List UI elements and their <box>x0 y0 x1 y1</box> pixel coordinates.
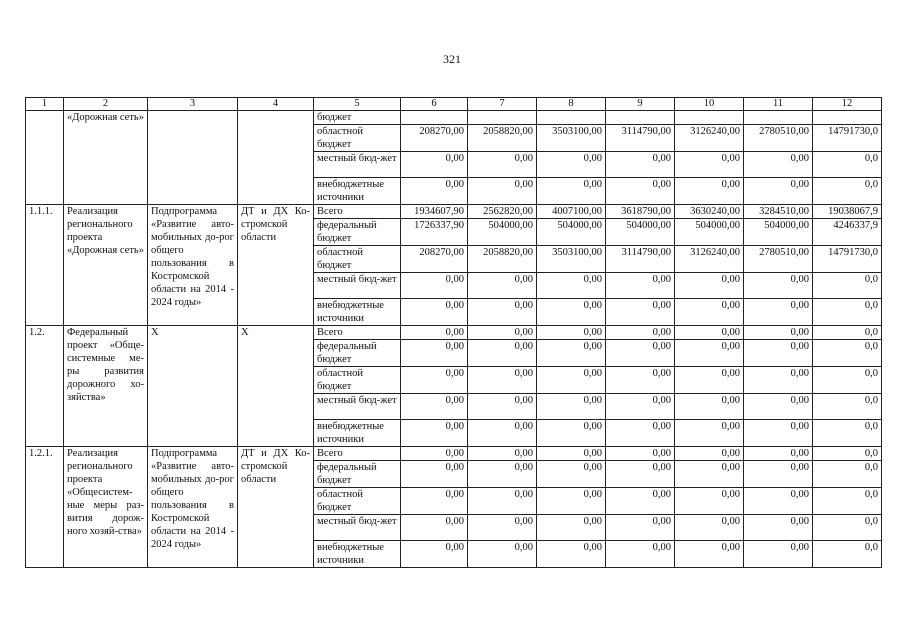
amount-cell: 0,0 <box>813 273 882 299</box>
amount-cell: 0,00 <box>537 326 606 340</box>
amount-cell: 0,00 <box>401 299 468 326</box>
amount-cell: 0,00 <box>675 326 744 340</box>
amount-cell: 0,00 <box>537 515 606 541</box>
amount-cell <box>537 111 606 125</box>
amount-cell: 1934607,90 <box>401 205 468 219</box>
amount-cell: 2780510,00 <box>744 246 813 273</box>
amount-cell <box>744 111 813 125</box>
amount-cell: 0,00 <box>401 394 468 420</box>
amount-cell: 3284510,00 <box>744 205 813 219</box>
amount-cell: 0,00 <box>468 541 537 568</box>
page-number: 321 <box>443 52 461 66</box>
funding-source-cell: федеральный бюджет <box>314 461 401 488</box>
amount-cell: 0,00 <box>468 420 537 447</box>
amount-cell: 3126240,00 <box>675 125 744 152</box>
column-number-header: 3 <box>148 98 238 111</box>
amount-cell: 2562820,00 <box>468 205 537 219</box>
amount-cell: 3618790,00 <box>606 205 675 219</box>
executor-cell <box>238 111 314 205</box>
table-row <box>26 326 882 340</box>
amount-cell: 0,00 <box>468 394 537 420</box>
funding-source-cell: областной бюджет <box>314 488 401 515</box>
amount-cell: 0,0 <box>813 340 882 367</box>
amount-cell: 504000,00 <box>537 219 606 246</box>
funding-source-cell: бюджет <box>314 111 401 125</box>
amount-cell: 0,00 <box>744 367 813 394</box>
amount-cell: 2058820,00 <box>468 125 537 152</box>
item-number-cell: 1.2.1. <box>26 447 64 568</box>
amount-cell: 504000,00 <box>606 219 675 246</box>
column-number-header: 6 <box>401 98 468 111</box>
table-header-row <box>26 98 882 111</box>
amount-cell: 3630240,00 <box>675 205 744 219</box>
amount-cell: 4007100,00 <box>537 205 606 219</box>
amount-cell: 0,00 <box>537 461 606 488</box>
item-name-cell: Федеральный проект «Обще-системные ме-ры развития дорожного хо-зяйства» <box>64 326 148 447</box>
column-number-header: 1 <box>26 98 64 111</box>
amount-cell: 14791730,0 <box>813 246 882 273</box>
amount-cell: 0,00 <box>537 299 606 326</box>
funding-source-cell: областной бюджет <box>314 125 401 152</box>
amount-cell: 0,00 <box>675 447 744 461</box>
amount-cell: 0,00 <box>675 420 744 447</box>
amount-cell: 1726337,90 <box>401 219 468 246</box>
amount-cell: 0,00 <box>401 447 468 461</box>
executor-cell: Х <box>238 326 314 447</box>
funding-source-cell: местный бюд-жет <box>314 273 401 299</box>
amount-cell: 0,00 <box>606 367 675 394</box>
amount-cell: 0,00 <box>401 152 468 178</box>
amount-cell: 0,00 <box>675 299 744 326</box>
amount-cell: 0,00 <box>537 447 606 461</box>
amount-cell: 0,00 <box>606 340 675 367</box>
budget-table <box>25 97 882 568</box>
amount-cell: 0,00 <box>401 340 468 367</box>
column-number-header: 7 <box>468 98 537 111</box>
amount-cell: 0,00 <box>744 447 813 461</box>
item-name-cell: Реализация регионального проекта «Общесистем-ные меры раз-вития дорож-ного хозяй-ства» <box>64 447 148 568</box>
amount-cell: 0,00 <box>744 178 813 205</box>
amount-cell: 0,00 <box>606 488 675 515</box>
amount-cell: 0,00 <box>744 340 813 367</box>
amount-cell: 0,00 <box>468 178 537 205</box>
amount-cell: 0,00 <box>675 461 744 488</box>
amount-cell: 0,00 <box>675 488 744 515</box>
amount-cell: 0,00 <box>675 152 744 178</box>
amount-cell: 0,00 <box>744 394 813 420</box>
amount-cell: 0,00 <box>606 152 675 178</box>
amount-cell: 0,00 <box>675 541 744 568</box>
amount-cell: 0,00 <box>606 541 675 568</box>
amount-cell: 0,00 <box>606 420 675 447</box>
funding-source-cell: местный бюд-жет <box>314 394 401 420</box>
amount-cell: 0,0 <box>813 541 882 568</box>
amount-cell: 0,00 <box>537 340 606 367</box>
funding-source-cell: Всего <box>314 326 401 340</box>
column-number-header: 8 <box>537 98 606 111</box>
funding-source-cell: федеральный бюджет <box>314 219 401 246</box>
amount-cell: 0,00 <box>744 273 813 299</box>
amount-cell: 0,00 <box>401 541 468 568</box>
amount-cell: 0,00 <box>744 299 813 326</box>
amount-cell: 3114790,00 <box>606 125 675 152</box>
amount-cell: 0,00 <box>675 178 744 205</box>
amount-cell: 2058820,00 <box>468 246 537 273</box>
amount-cell: 0,00 <box>401 420 468 447</box>
amount-cell: 208270,00 <box>401 246 468 273</box>
amount-cell: 4246337,9 <box>813 219 882 246</box>
amount-cell: 3114790,00 <box>606 246 675 273</box>
amount-cell: 0,00 <box>537 152 606 178</box>
amount-cell: 0,00 <box>744 488 813 515</box>
amount-cell <box>401 111 468 125</box>
amount-cell: 0,00 <box>401 515 468 541</box>
amount-cell: 0,00 <box>537 541 606 568</box>
amount-cell: 0,0 <box>813 420 882 447</box>
funding-source-cell: областной бюджет <box>314 367 401 394</box>
funding-source-cell: внебюджетные источники <box>314 420 401 447</box>
amount-cell <box>813 111 882 125</box>
amount-cell: 0,00 <box>468 299 537 326</box>
funding-source-cell: Всего <box>314 205 401 219</box>
amount-cell <box>675 111 744 125</box>
item-name-cell: Реализация регионального проекта «Дорожная сеть» <box>64 205 148 326</box>
amount-cell: 0,00 <box>537 367 606 394</box>
amount-cell: 0,00 <box>468 447 537 461</box>
funding-source-cell: областной бюджет <box>314 246 401 273</box>
amount-cell: 0,0 <box>813 299 882 326</box>
amount-cell: 0,00 <box>606 178 675 205</box>
funding-source-cell: местный бюд-жет <box>314 152 401 178</box>
table-row <box>26 447 882 461</box>
program-cell: Х <box>148 326 238 447</box>
amount-cell: 0,00 <box>606 461 675 488</box>
amount-cell: 0,0 <box>813 461 882 488</box>
executor-cell: ДТ и ДХ Ко-стромской области <box>238 447 314 568</box>
amount-cell: 0,00 <box>401 367 468 394</box>
amount-cell: 3126240,00 <box>675 246 744 273</box>
amount-cell: 0,00 <box>537 394 606 420</box>
funding-source-cell: внебюджетные источники <box>314 178 401 205</box>
funding-source-cell: внебюджетные источники <box>314 541 401 568</box>
amount-cell: 0,00 <box>401 273 468 299</box>
amount-cell: 0,00 <box>468 340 537 367</box>
amount-cell: 0,0 <box>813 515 882 541</box>
amount-cell: 0,00 <box>468 273 537 299</box>
funding-source-cell: местный бюд-жет <box>314 515 401 541</box>
table-row <box>26 111 882 125</box>
amount-cell: 0,00 <box>606 394 675 420</box>
amount-cell: 0,00 <box>468 461 537 488</box>
amount-cell: 0,00 <box>606 299 675 326</box>
amount-cell: 0,00 <box>606 326 675 340</box>
amount-cell: 0,0 <box>813 394 882 420</box>
funding-source-cell: федеральный бюджет <box>314 340 401 367</box>
amount-cell: 0,00 <box>744 152 813 178</box>
amount-cell: 0,0 <box>813 152 882 178</box>
table-row <box>26 205 882 219</box>
amount-cell <box>606 111 675 125</box>
amount-cell: 0,00 <box>468 367 537 394</box>
amount-cell: 0,00 <box>537 178 606 205</box>
column-number-header: 9 <box>606 98 675 111</box>
amount-cell: 0,00 <box>675 515 744 541</box>
amount-cell: 0,00 <box>537 488 606 515</box>
column-number-header: 5 <box>314 98 401 111</box>
amount-cell: 0,00 <box>675 273 744 299</box>
amount-cell: 0,00 <box>744 326 813 340</box>
amount-cell: 504000,00 <box>468 219 537 246</box>
amount-cell: 0,00 <box>675 340 744 367</box>
amount-cell: 0,00 <box>537 420 606 447</box>
amount-cell: 0,00 <box>744 420 813 447</box>
item-number-cell: 1.1.1. <box>26 205 64 326</box>
amount-cell <box>468 111 537 125</box>
amount-cell: 19038067,9 <box>813 205 882 219</box>
amount-cell: 0,00 <box>537 273 606 299</box>
column-number-header: 11 <box>744 98 813 111</box>
amount-cell: 504000,00 <box>744 219 813 246</box>
amount-cell: 0,00 <box>606 515 675 541</box>
amount-cell: 0,00 <box>401 326 468 340</box>
amount-cell: 0,00 <box>744 541 813 568</box>
program-cell: Подпрограмма «Развитие авто-мобильных до-рог общего пользования в Костромской области на 2014 - 2024 годы» <box>148 447 238 568</box>
amount-cell: 0,0 <box>813 447 882 461</box>
amount-cell: 0,00 <box>401 461 468 488</box>
program-cell <box>148 111 238 205</box>
amount-cell: 0,00 <box>401 488 468 515</box>
amount-cell: 0,00 <box>744 461 813 488</box>
amount-cell: 2780510,00 <box>744 125 813 152</box>
executor-cell: ДТ и ДХ Ко-стромской области <box>238 205 314 326</box>
funding-source-cell: Всего <box>314 447 401 461</box>
amount-cell: 0,00 <box>675 367 744 394</box>
item-number-cell: 1.2. <box>26 326 64 447</box>
item-name-cell: «Дорожная сеть» <box>64 111 148 205</box>
amount-cell: 0,00 <box>401 178 468 205</box>
column-number-header: 4 <box>238 98 314 111</box>
amount-cell: 0,0 <box>813 326 882 340</box>
amount-cell: 0,00 <box>675 394 744 420</box>
amount-cell: 3503100,00 <box>537 125 606 152</box>
amount-cell: 208270,00 <box>401 125 468 152</box>
column-number-header: 12 <box>813 98 882 111</box>
amount-cell: 0,00 <box>468 515 537 541</box>
amount-cell: 0,00 <box>744 515 813 541</box>
funding-source-cell: внебюджетные источники <box>314 299 401 326</box>
amount-cell: 0,00 <box>606 447 675 461</box>
amount-cell: 504000,00 <box>675 219 744 246</box>
amount-cell: 3503100,00 <box>537 246 606 273</box>
amount-cell: 14791730,0 <box>813 125 882 152</box>
amount-cell: 0,00 <box>468 152 537 178</box>
amount-cell: 0,00 <box>468 326 537 340</box>
program-cell: Подпрограмма «Развитие авто-мобильных до-рог общего пользования в Костромской области на 2014 - 2024 годы» <box>148 205 238 326</box>
amount-cell: 0,0 <box>813 367 882 394</box>
amount-cell: 0,00 <box>606 273 675 299</box>
item-number-cell <box>26 111 64 205</box>
column-number-header: 10 <box>675 98 744 111</box>
amount-cell: 0,0 <box>813 488 882 515</box>
amount-cell: 0,0 <box>813 178 882 205</box>
column-number-header: 2 <box>64 98 148 111</box>
amount-cell: 0,00 <box>468 488 537 515</box>
